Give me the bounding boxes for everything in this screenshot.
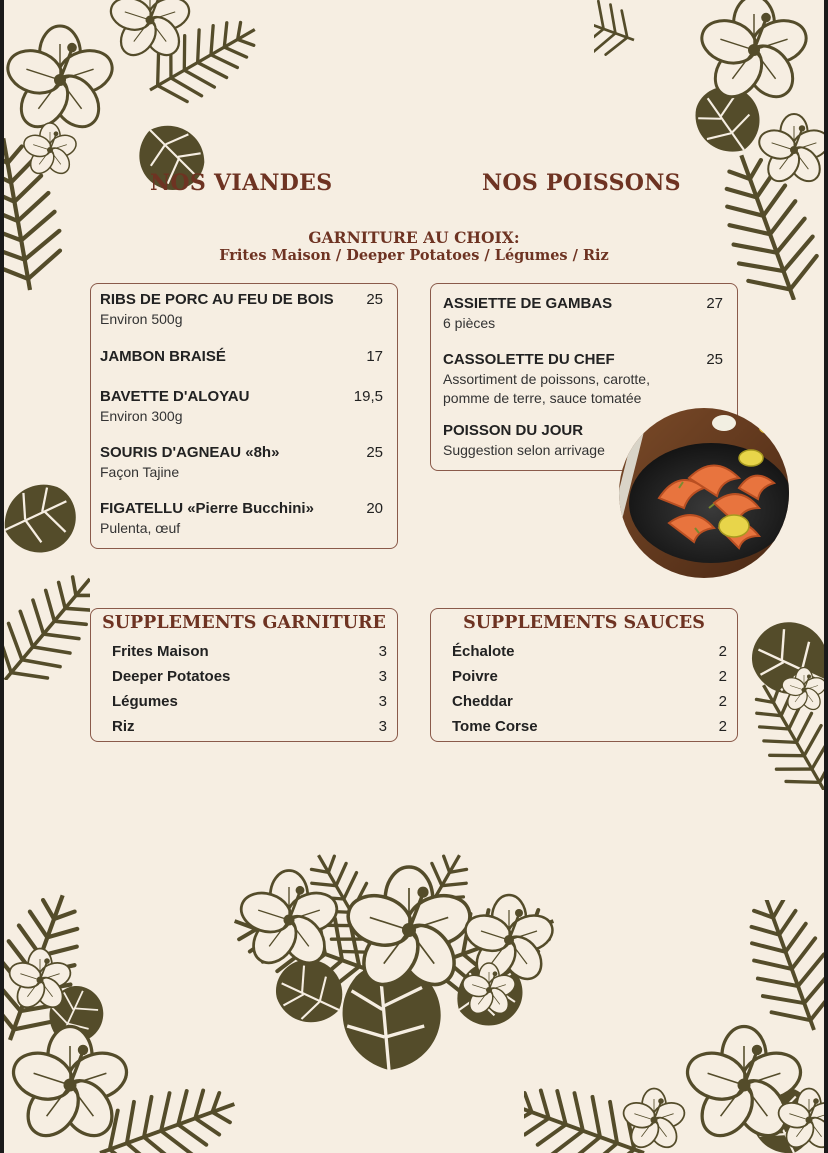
supplement-row — [452, 668, 727, 690]
gambas-dish-photo — [619, 408, 789, 578]
heading-nos-viandes: NOS VIANDES — [150, 170, 333, 196]
floral-decoration-bottom-right — [524, 900, 824, 1153]
supplement-row — [452, 718, 727, 740]
item-name: SOURIS D'AGNEAU «8h» — [100, 444, 280, 461]
item-price: 27 — [706, 295, 723, 312]
supplement-name: Légumes — [112, 693, 178, 710]
supplement-name: Tome Corse — [452, 718, 538, 735]
menu-page — [4, 0, 824, 1153]
supplement-row — [452, 693, 727, 715]
garniture-title: GARNITURE AU CHOIX: — [308, 228, 520, 247]
supplement-row — [112, 718, 387, 740]
supplement-price: 3 — [378, 668, 387, 685]
item-name: BAVETTE D'ALOYAU — [100, 388, 250, 405]
item-description: Environ 300g — [100, 408, 183, 424]
supplement-row — [112, 643, 387, 665]
supplement-name: Deeper Potatoes — [112, 668, 231, 685]
supplement-price: 2 — [718, 668, 727, 685]
leaf-decoration-left — [4, 380, 90, 680]
supplement-price: 2 — [718, 718, 727, 735]
item-description-line-2: pomme de terre, sauce tomatée — [443, 390, 642, 406]
item-name: FIGATELLU «Pierre Bucchini» — [100, 500, 314, 517]
supplements-sauces-title: SUPPLEMENTS SAUCES — [463, 613, 705, 633]
item-description: Environ 500g — [100, 311, 183, 327]
item-description: Assortiment de poissons, carotte, — [443, 371, 650, 387]
item-name: RIBS DE PORC AU FEU DE BOIS — [100, 291, 334, 308]
supplement-row — [112, 668, 387, 690]
item-description: Façon Tajine — [100, 464, 180, 480]
item-name: JAMBON BRAISÉ — [100, 348, 226, 365]
supplement-price: 2 — [718, 693, 727, 710]
menu-item — [100, 291, 383, 329]
menu-item — [443, 351, 723, 408]
supplements-garniture-box — [90, 608, 398, 742]
supplement-price: 3 — [378, 718, 387, 735]
supplement-name: Échalote — [452, 643, 515, 660]
supplements-garniture-title: SUPPLEMENTS GARNITURE — [102, 613, 386, 633]
menu-item — [100, 348, 383, 365]
supplement-price: 3 — [378, 643, 387, 660]
item-price: 17 — [366, 348, 383, 365]
menu-item — [100, 444, 383, 482]
item-price: 25 — [366, 444, 383, 461]
floral-decoration-bottom-left — [4, 840, 260, 1153]
item-name: CASSOLETTE DU CHEF — [443, 351, 615, 368]
item-description: Suggestion selon arrivage — [443, 442, 605, 458]
heading-nos-poissons: NOS POISSONS — [482, 170, 681, 196]
supplement-name: Frites Maison — [112, 643, 209, 660]
supplement-price: 2 — [718, 643, 727, 660]
garniture-options: Frites Maison / Deeper Potatoes / Légumes / Riz — [219, 247, 609, 264]
supplement-name: Poivre — [452, 668, 498, 685]
supplement-row — [112, 693, 387, 715]
item-price: 19,5 — [353, 388, 383, 405]
item-price: 20 — [366, 500, 383, 517]
supplements-sauces-box — [430, 608, 738, 742]
item-description: Pulenta, œuf — [100, 520, 181, 536]
supplement-name: Cheddar — [452, 693, 513, 710]
supplement-price: 3 — [378, 693, 387, 710]
menu-item — [100, 388, 383, 426]
supplement-row — [452, 643, 727, 665]
item-name: ASSIETTE DE GAMBAS — [443, 295, 613, 312]
menu-item — [443, 295, 723, 333]
menu-item — [100, 500, 383, 538]
item-price: 25 — [366, 291, 383, 308]
item-price: 25 — [706, 351, 723, 368]
item-name: POISSON DU JOUR — [443, 422, 584, 439]
supplement-name: Riz — [112, 718, 135, 735]
viandes-box — [90, 283, 398, 549]
item-description: 6 pièces — [443, 315, 496, 331]
